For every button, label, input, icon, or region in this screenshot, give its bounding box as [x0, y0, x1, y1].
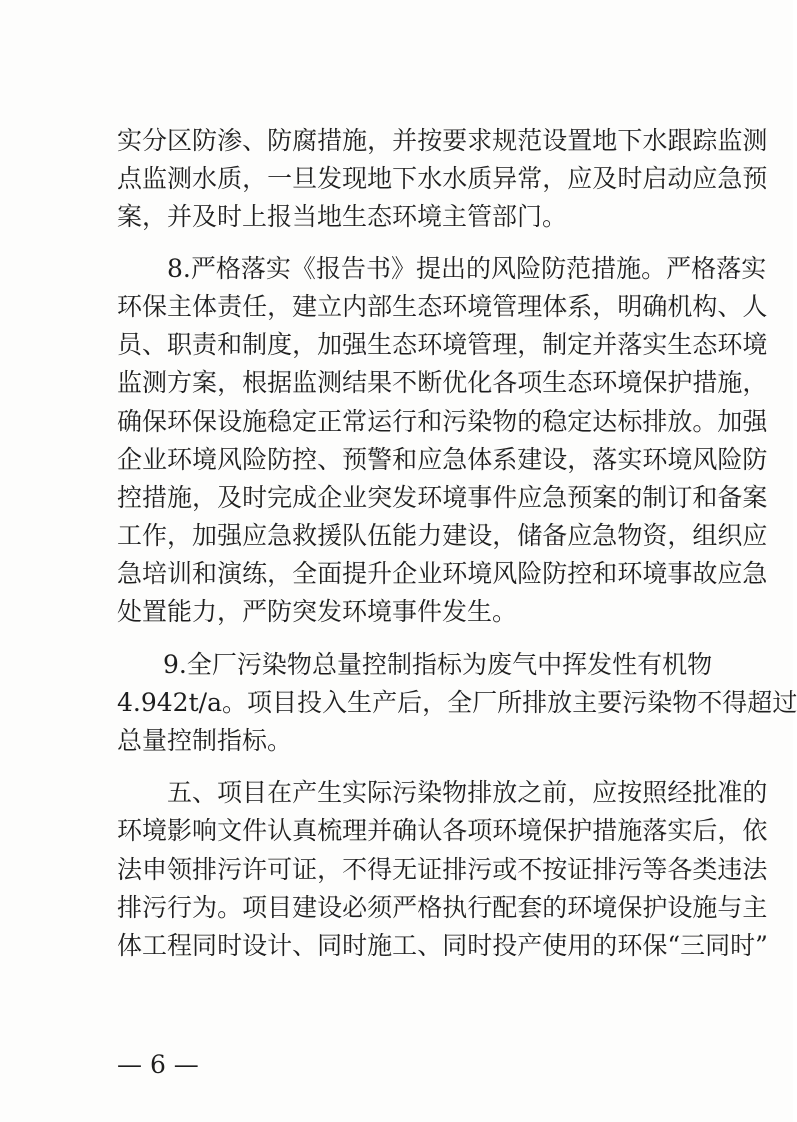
page-number: — 6 — [117, 1050, 199, 1079]
text-line: 处置能力，严防突发环境事件发生。 [117, 597, 518, 626]
text-line: 急 培 训 和 演 练 ， 全 面 提 升 企 业 环 境 风 险 防 控 和 环 境 事 故 应 急 [117, 559, 768, 588]
text-line: 总量控制指标。 [117, 726, 293, 755]
text-line: 案，并及时上报当地生态环境主管部门。 [117, 202, 568, 231]
text-line: 企 业 环 境 风 险 防 控 、 预 警 和 应 急 体 系 建 设 ， 落 实 环 境 风 险 防 [117, 445, 768, 474]
text-line: 五 、 项 目 在 产 生 实 际 污 染 物 排 放 之 前 ， 应 按 照 经 批 准 的 [167, 778, 768, 807]
text-line: 点 监 测 水 质 ， 一 旦 发 现 地 下 水 水 质 异 常 ， 应 及 时 启 动 应 急 预 [117, 164, 768, 193]
text-line: 法 申 领 排 污 许 可 证 ， 不 得 无 证 排 污 或 不 按 证 排 污 等 各 类 违 法 [117, 855, 768, 884]
text-line: 控 措 施 ， 及 时 完 成 企 业 突 发 环 境 事 件 应 急 预 案 的 制 订 和 备 案 [117, 483, 768, 512]
text-line: 排 污 行 为 。 项 目 建 设 必 须 严 格 执 行 配 套 的 环 境 保 护 设 施 与 主 [117, 893, 768, 922]
text-line: 4 . 9 4 2 t / a 。 项 目 投 入 生 产 后 ， 全 厂 所 排 放 主 要 污 染 物 不 得 超 过 [117, 688, 797, 717]
text-line: 体 工 程 同 时 设 计 、 同 时 施 工 、 同 时 投 产 使 用 的 环 保 “ 三 同 时 ” [117, 931, 768, 960]
text-line: 工 作 ， 加 强 应 急 救 援 队 伍 能 力 建 设 ， 储 备 应 急 物 资 ， 组 织 应 [117, 521, 768, 550]
text-line: 确 保 环 保 设 施 稳 定 正 常 运 行 和 污 染 物 的 稳 定 达 标 排 放 。 加 强 [117, 407, 768, 436]
text-line: 监 测 方 案 ， 根 据 监 测 结 果 不 断 优 化 各 项 生 态 环 境 保 护 措 施 ， [117, 368, 768, 397]
text-line: 9 . 全 厂 污 染 物 总 量 控 制 指 标 为 废 气 中 挥 发 性 有 机 物 [163, 650, 713, 679]
text-line: 实 分 区 防 渗 、 防 腐 措 施 ， 并 按 要 求 规 范 设 置 地 下 水 跟 踪 监 测 [117, 126, 768, 155]
text-line: 员 、 职 责 和 制 度 ， 加 强 生 态 环 境 管 理 ， 制 定 并 落 实 生 态 环 境 [117, 330, 768, 359]
text-line: 环 保 主 体 责 任 ， 建 立 内 部 生 态 环 境 管 理 体 系 ， 明 确 机 构 、 人 [117, 292, 768, 321]
text-line: 环 境 影 响 文 件 认 真 梳 理 并 确 认 各 项 环 境 保 护 措 施 落 实 后 ， 依 [117, 816, 768, 845]
text-line: 8 . 严 格 落 实 《 报 告 书 》 提 出 的 风 险 防 范 措 施 。 严 格 落 实 [167, 254, 767, 283]
